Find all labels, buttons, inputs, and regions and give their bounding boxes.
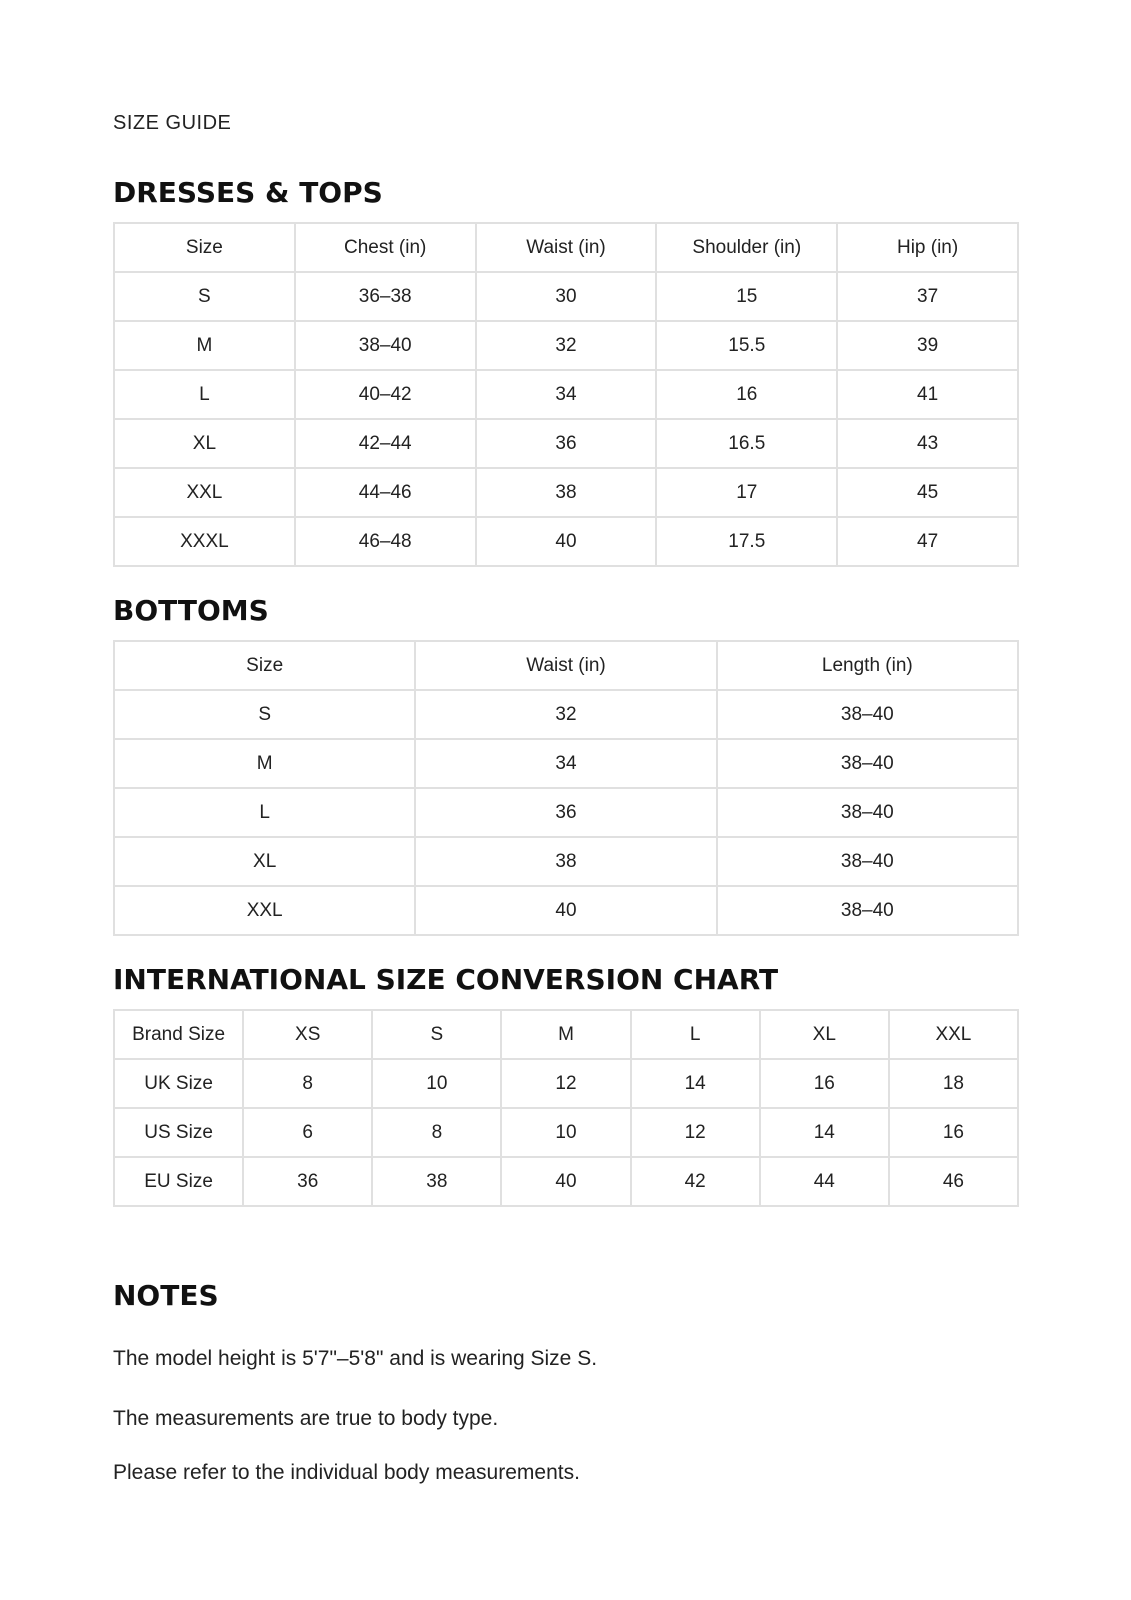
table-cell: 15 — [656, 272, 837, 321]
table-cell: 10 — [501, 1108, 630, 1157]
table-cell: 38–40 — [295, 321, 476, 370]
table-cell: 38–40 — [717, 837, 1018, 886]
table-cell: 39 — [837, 321, 1018, 370]
header-cell: Chest (in) — [295, 223, 476, 272]
table-cell: 40 — [415, 886, 716, 935]
table-cell: 16 — [889, 1108, 1018, 1157]
table-cell: 36 — [243, 1157, 372, 1206]
table-cell: XXL — [114, 886, 415, 935]
table-cell: 17 — [656, 468, 837, 517]
table-cell: 42 — [631, 1157, 760, 1206]
table-cell: XXXL — [114, 517, 295, 566]
table-row — [114, 886, 1018, 935]
header-cell: Waist (in) — [476, 223, 657, 272]
header-cell: Brand Size — [114, 1010, 243, 1059]
table-cell: 14 — [760, 1108, 889, 1157]
header-cell: Size — [114, 223, 295, 272]
table-cell: 38–40 — [717, 690, 1018, 739]
table-cell: 36 — [415, 788, 716, 837]
table-cell: EU Size — [114, 1157, 243, 1206]
table-cell: 40–42 — [295, 370, 476, 419]
table-cell: 45 — [837, 468, 1018, 517]
table-cell: 16 — [656, 370, 837, 419]
dresses-tops-title: DRESSES & TOPS — [113, 176, 383, 209]
table-row — [114, 370, 1018, 419]
note-line: The measurements are true to body type. — [113, 1407, 499, 1430]
table-cell: S — [114, 690, 415, 739]
table-row — [114, 1157, 1018, 1206]
table-cell: 38–40 — [717, 788, 1018, 837]
table-cell: 17.5 — [656, 517, 837, 566]
table-cell: 44 — [760, 1157, 889, 1206]
table-cell: 38–40 — [717, 886, 1018, 935]
header-cell: Waist (in) — [415, 641, 716, 690]
table-cell: M — [114, 321, 295, 370]
header-cell: S — [372, 1010, 501, 1059]
header-cell: XXL — [889, 1010, 1018, 1059]
header-cell: L — [631, 1010, 760, 1059]
table-cell: 10 — [372, 1059, 501, 1108]
table-cell: 34 — [476, 370, 657, 419]
table-cell: 8 — [372, 1108, 501, 1157]
header-cell: XS — [243, 1010, 372, 1059]
table-cell: 15.5 — [656, 321, 837, 370]
notes-title: NOTES — [113, 1279, 219, 1312]
table-cell: 34 — [415, 739, 716, 788]
table-row — [114, 419, 1018, 468]
table-cell: L — [114, 370, 295, 419]
table-cell: 47 — [837, 517, 1018, 566]
table-cell: 14 — [631, 1059, 760, 1108]
table-cell: 16.5 — [656, 419, 837, 468]
table-row — [114, 837, 1018, 886]
table-cell: 43 — [837, 419, 1018, 468]
header-cell: M — [501, 1010, 630, 1059]
table-cell: 41 — [837, 370, 1018, 419]
table-cell: 30 — [476, 272, 657, 321]
conversion-table — [113, 1009, 1019, 1207]
table-cell: 6 — [243, 1108, 372, 1157]
dresses-tops-table — [113, 222, 1019, 567]
table-cell: 38–40 — [717, 739, 1018, 788]
table-cell: 32 — [415, 690, 716, 739]
table-row — [114, 690, 1018, 739]
bottoms-table — [113, 640, 1019, 936]
table-cell: 46 — [889, 1157, 1018, 1206]
note-line: Please refer to the individual body measurements. — [113, 1461, 580, 1484]
document-label: SIZE GUIDE — [113, 112, 232, 134]
table-cell: 37 — [837, 272, 1018, 321]
table-cell: L — [114, 788, 415, 837]
table-cell: 12 — [631, 1108, 760, 1157]
table-row — [114, 272, 1018, 321]
table-cell: 40 — [476, 517, 657, 566]
table-cell: M — [114, 739, 415, 788]
table-row — [114, 1108, 1018, 1157]
note-line: The model height is 5'7"–5'8" and is wearing Size S. — [113, 1347, 598, 1370]
table-cell: 16 — [760, 1059, 889, 1108]
table-row — [114, 468, 1018, 517]
header-cell: Length (in) — [717, 641, 1018, 690]
header-cell: Hip (in) — [837, 223, 1018, 272]
table-header-row — [114, 223, 1018, 272]
conversion-chart-title: INTERNATIONAL SIZE CONVERSION CHART — [113, 963, 779, 996]
table-cell: UK Size — [114, 1059, 243, 1108]
table-cell: 8 — [243, 1059, 372, 1108]
table-cell: XXL — [114, 468, 295, 517]
table-row — [114, 321, 1018, 370]
table-cell: 40 — [501, 1157, 630, 1206]
header-cell: Shoulder (in) — [656, 223, 837, 272]
table-cell: S — [114, 272, 295, 321]
table-cell: 44–46 — [295, 468, 476, 517]
table-cell: 38 — [415, 837, 716, 886]
table-cell: XL — [114, 837, 415, 886]
table-cell: 36 — [476, 419, 657, 468]
table-cell: 38 — [372, 1157, 501, 1206]
table-cell: 12 — [501, 1059, 630, 1108]
table-row — [114, 517, 1018, 566]
table-cell: 46–48 — [295, 517, 476, 566]
table-cell: 32 — [476, 321, 657, 370]
table-cell: 18 — [889, 1059, 1018, 1108]
bottoms-title: BOTTOMS — [113, 594, 269, 627]
table-cell: 38 — [476, 468, 657, 517]
table-header-row — [114, 1010, 1018, 1059]
table-cell: XL — [114, 419, 295, 468]
table-row — [114, 739, 1018, 788]
table-row — [114, 788, 1018, 837]
table-cell: 36–38 — [295, 272, 476, 321]
header-cell: Size — [114, 641, 415, 690]
table-cell: US Size — [114, 1108, 243, 1157]
table-header-row — [114, 641, 1018, 690]
table-row — [114, 1059, 1018, 1108]
table-cell: 42–44 — [295, 419, 476, 468]
header-cell: XL — [760, 1010, 889, 1059]
